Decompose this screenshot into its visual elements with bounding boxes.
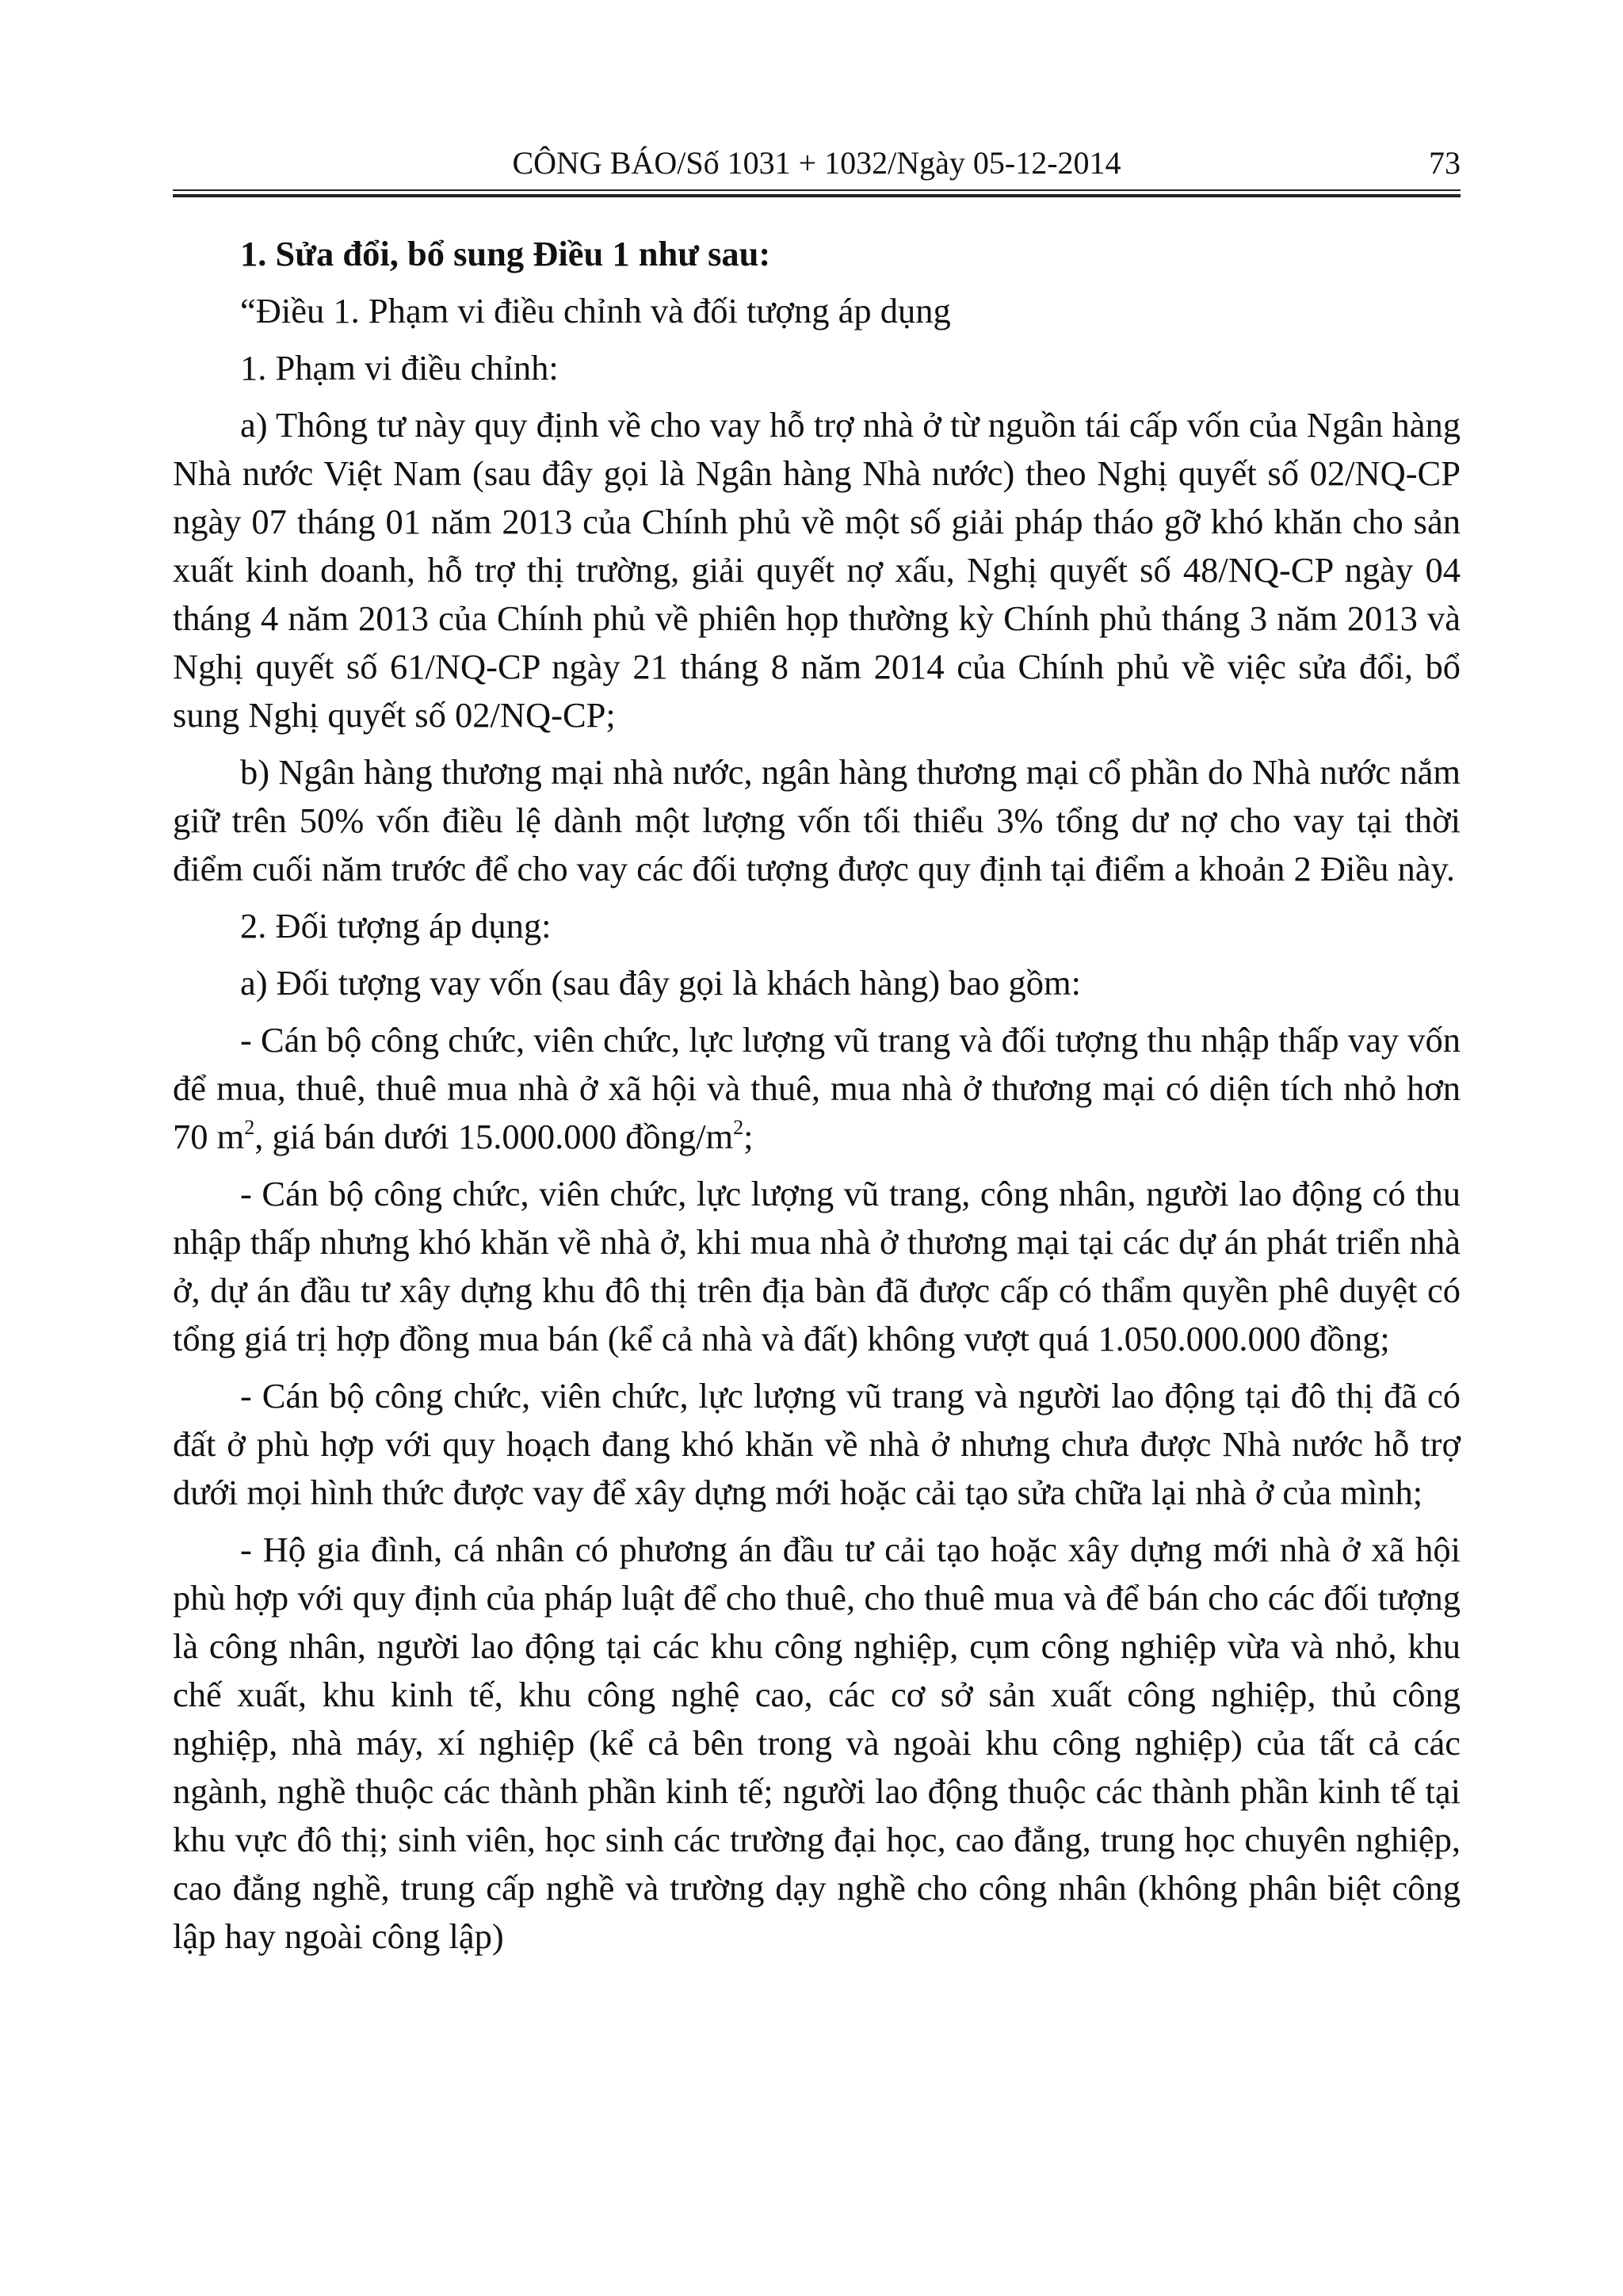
bullet-item-3: - Cán bộ công chức, viên chức, lực lượng vũ trang và người lao động tại đô thị đã có đất ở phù hợp với quy hoạch đang khó khăn về nhà ở nhưng chưa được Nhà nước hỗ trợ dưới mọi hình thức được vay để xây dựng mới hoặc cải tạo sửa chữa lại nhà ở của mình;: [173, 1376, 1461, 1512]
paragraph-subjects-a: a) Đối tượng vay vốn (sau đây gọi là khách hàng) bao gồm:: [240, 963, 1082, 1003]
gazette-header-title: CÔNG BÁO/Số 1031 + 1032/Ngày 05-12-2014: [512, 145, 1121, 181]
bullet-item-2: - Cán bộ công chức, viên chức, lực lượng vũ trang, công nhân, người lao động có thu nhập thấp nhưng khó khăn về nhà ở, khi mua nhà ở thương mại tại các dự án phát triển nhà ở, dự án đầu tư xây dựng khu đô thị trên địa bàn đã được cấp có thẩm quyền phê duyệt có tổng giá trị hợp đồng mua bán (kể cả nhà và đất) không vượt quá 1.050.000.000 đồng;: [173, 1174, 1461, 1358]
document-body: [173, 230, 1461, 1969]
bullet-item-1-text-c: ;: [743, 1117, 754, 1156]
clause-2-heading: 2. Đối tượng áp dụng:: [240, 906, 552, 946]
bullet-item-1-text-b: , giá bán dưới 15.000.000 đồng/m: [254, 1117, 734, 1156]
section-heading: 1. Sửa đổi, bổ sung Điều 1 như sau:: [240, 234, 771, 273]
article-title: “Điều 1. Phạm vi điều chỉnh và đối tượng áp dụng: [240, 291, 951, 330]
page-number: 73: [1429, 145, 1461, 181]
bullet-item-4: - Hộ gia đình, cá nhân có phương án đầu tư cải tạo hoặc xây dựng mới nhà ở xã hội phù hợp với quy định của pháp luật để cho thuê, cho thuê mua và để bán cho các đối tượng là công nhân, người lao động tại các khu công nghiệp, cụm công nghiệp vừa và nhỏ, khu chế xuất, khu kinh tế, khu công nghệ cao, các cơ sở sản xuất công nghiệp, thủ công nghiệp, nhà máy, xí nghiệp (kể cả bên trong và ngoài khu công nghiệp) của tất cả các ngành, nghề thuộc các thành phần kinh tế; người lao động thuộc các thành phần kinh tế tại khu vực đô thị; sinh viên, học sinh các trường đại học, cao đẳng, trung học chuyên nghiệp, cao đẳng nghề, trung cấp nghề và trường dạy nghề cho công nhân (không phân biệt công lập hay ngoài công lập): [173, 1530, 1461, 1956]
superscript-m2-1: 2: [244, 1116, 255, 1139]
header-rule-thin: [173, 189, 1461, 191]
header-rule-thick: [173, 194, 1461, 197]
page-header: [173, 139, 1461, 187]
superscript-m2-2: 2: [733, 1116, 744, 1139]
paragraph-scope-a: a) Thông tư này quy định về cho vay hỗ trợ nhà ở từ nguồn tái cấp vốn của Ngân hàng Nhà nước Việt Nam (sau đây gọi là Ngân hàng Nhà nước) theo Nghị quyết số 02/NQ-CP ngày 07 tháng 01 năm 2013 của Chính phủ về một số giải pháp tháo gỡ khó khăn cho sản xuất kinh doanh, hỗ trợ thị trường, giải quyết nợ xấu, Nghị quyết số 48/NQ-CP ngày 04 tháng 4 năm 2013 của Chính phủ về phiên họp thường kỳ Chính phủ tháng 3 năm 2013 và Nghị quyết số 61/NQ-CP ngày 21 tháng 8 năm 2014 của Chính phủ về việc sửa đổi, bổ sung Nghị quyết số 02/NQ-CP;: [173, 405, 1461, 735]
bullet-item-1: [173, 1016, 1461, 1161]
bullet-item-1-text-a: - Cán bộ công chức, viên chức, lực lượng vũ trang và đối tượng thu nhập thấp vay vốn để mua, thuê, thuê mua nhà ở xã hội và thuê, mua nhà ở thương mại có diện tích nhỏ hơn 70 m: [173, 1020, 1461, 1156]
clause-1-heading: 1. Phạm vi điều chỉnh:: [240, 348, 559, 388]
paragraph-scope-b: b) Ngân hàng thương mại nhà nước, ngân hàng thương mại cổ phần do Nhà nước nắm giữ trên 50% vốn điều lệ dành một lượng vốn tối thiểu 3% tổng dư nợ cho vay tại thời điểm cuối năm trước để cho vay các đối tượng được quy định tại điểm a khoản 2 Điều này.: [173, 752, 1461, 888]
